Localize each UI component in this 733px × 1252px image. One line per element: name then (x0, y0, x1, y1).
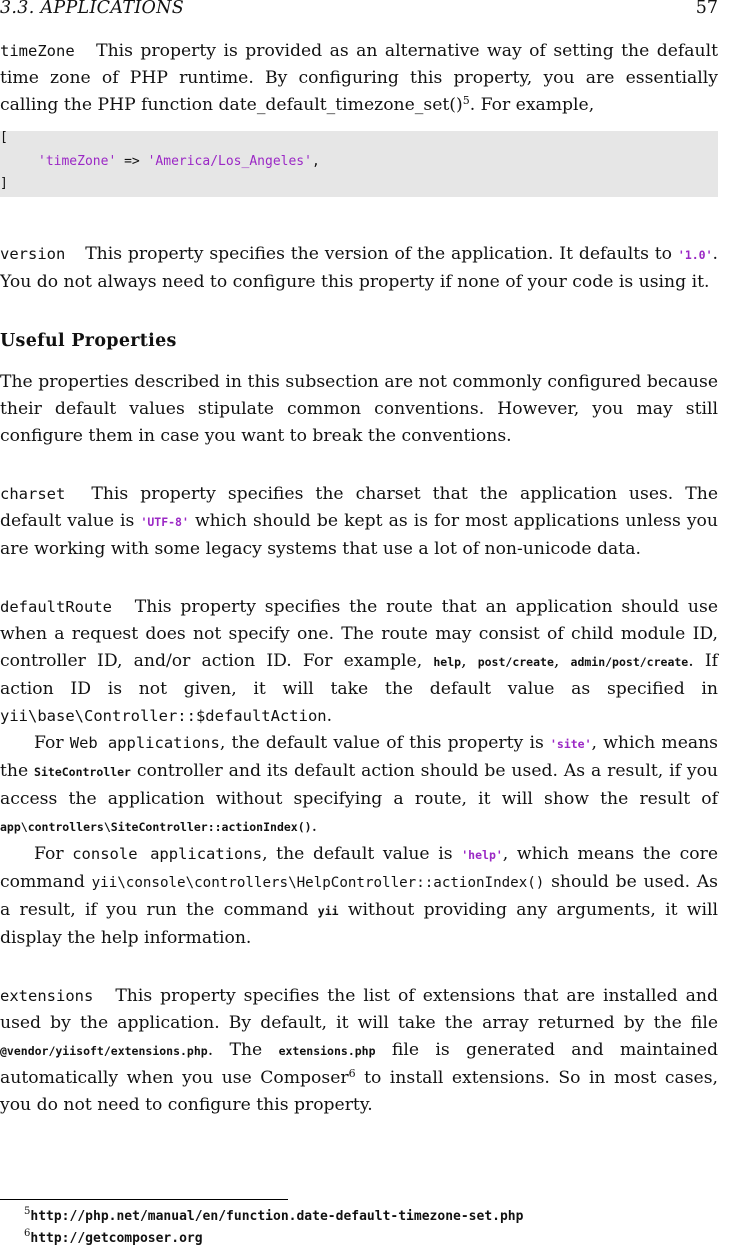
help-value: 'help' (461, 848, 503, 862)
default-route-paragraph (0, 594, 718, 730)
code-arrow: => (116, 154, 148, 169)
code-comma: , (311, 154, 320, 169)
footnote-rule (0, 1199, 288, 1200)
footnote-6[interactable] (24, 1225, 203, 1252)
footnote-url[interactable]: http://getcomposer.org (30, 1231, 203, 1246)
text: This property specifies the list of extensions that are installed and used by the application. By default, it will take the array returned by the file (0, 986, 718, 1033)
default-route-web-paragraph (0, 730, 718, 841)
text: , the default value of this property is (219, 733, 550, 753)
extensions-file-path: @vendor/yiisoft/extensions.php (0, 1044, 208, 1058)
text: For (34, 844, 73, 864)
action-index-path: app\controllers\SiteController::actionIndex() (0, 820, 312, 834)
footnote-ref-5[interactable]: 5 (462, 94, 470, 107)
footnote-url[interactable]: http://php.net/manual/en/function.date-default-timezone-set.php (30, 1209, 524, 1224)
text: , the default value is (262, 844, 462, 864)
extensions-file-name: extensions.php (278, 1044, 376, 1058)
footnote-number: 5 (24, 1206, 31, 1217)
footnote-ref-6[interactable]: 6 (348, 1067, 356, 1080)
code-open: [ (0, 130, 8, 145)
separator: , (461, 651, 478, 671)
text: controller and its default action should be used. As a result, if you access the application without specifying a route, it will show the result of (0, 761, 718, 809)
text: , which means the (0, 733, 718, 781)
default-action-link[interactable]: yii\base\Controller::$defaultAction (0, 707, 327, 725)
version-paragraph (0, 241, 718, 296)
timezone-text-a: This property is provided as an alternative way of setting the default time zone of PHP runtime. By configuring this property, you are essentially calling the PHP function date_default_timezone_set() (0, 41, 719, 115)
text: . The (207, 1040, 279, 1060)
charset-text-a: This property specifies the charset that the application uses. The default value is (0, 484, 718, 531)
useful-properties-paragraph: The properties described in this subsection are not commonly configured because their default values stipulate common conventions. However, you may still configure them in case you want to break the conventions. (0, 372, 718, 446)
help-controller-link[interactable]: yii\console\controllers\HelpController::actionIndex() (91, 875, 545, 891)
site-controller: SiteController (34, 765, 131, 779)
text: . (311, 816, 318, 836)
extensions-term: extensions (0, 987, 94, 1005)
code-value: 'America/Los_Angeles' (147, 154, 312, 169)
version-text-a: This property specifies the version of the application. It defaults to (85, 244, 678, 264)
default-route-console-paragraph (0, 841, 718, 952)
site-value: 'site' (549, 737, 592, 751)
useful-properties-heading: Useful Properties (0, 331, 177, 351)
section-header: 3.3. APPLICATIONS (0, 0, 185, 18)
route-example-help: help (433, 655, 462, 669)
code-close: ] (0, 176, 8, 191)
charset-paragraph (0, 481, 718, 563)
version-text-b: . You do not always need to configure this property if none of your code is using it. (0, 244, 718, 292)
yii-command: yii (317, 904, 339, 918)
route-example-post-create: post/create (477, 655, 554, 669)
timezone-paragraph (0, 38, 718, 119)
default-route-text-c: . (326, 706, 333, 726)
version-value: '1.0' (677, 248, 713, 262)
code-line (38, 151, 320, 173)
default-route-text-a: This property specifies the route that an application should use when a request does not specify one. The route may consist of child module ID, controller ID, and/or action ID. For example, (0, 597, 718, 671)
text: For (34, 733, 70, 753)
text: without providing any arguments, it will display the help information. (0, 900, 718, 948)
charset-text-b: which should be kept as is for most applications unless you are working with some legacy systems that use a lot of non-unicode data. (0, 511, 718, 559)
text: , which means the core command (0, 844, 718, 892)
timezone-term: timeZone (0, 42, 75, 60)
text: file is generated and maintained automatically when you use Composer (0, 1040, 718, 1088)
separator: , (553, 651, 571, 671)
text: should be used. As a result, if you run the command (0, 872, 718, 920)
page-number: 57 (695, 0, 718, 18)
running-header (0, 0, 718, 24)
code-block (0, 131, 718, 197)
route-example-admin-post-create: admin/post/create (570, 655, 689, 669)
charset-term: charset (0, 485, 66, 503)
version-term: version (0, 245, 66, 263)
timezone-text-b: . For example, (469, 95, 595, 115)
default-route-term: defaultRoute (0, 598, 112, 616)
console-applications-link[interactable]: console applications (72, 845, 263, 863)
footnote-number: 6 (24, 1228, 31, 1239)
charset-value: 'UTF-8' (140, 515, 189, 529)
web-applications-link[interactable]: Web applications (69, 734, 220, 752)
default-route-text-b: . If action ID is not given, it will take the default value as specified in (0, 651, 718, 699)
code-key: 'timeZone' (38, 154, 117, 169)
extensions-paragraph (0, 983, 718, 1119)
text: to install extensions. So in most cases, you do not need to configure this property. (0, 1068, 718, 1115)
